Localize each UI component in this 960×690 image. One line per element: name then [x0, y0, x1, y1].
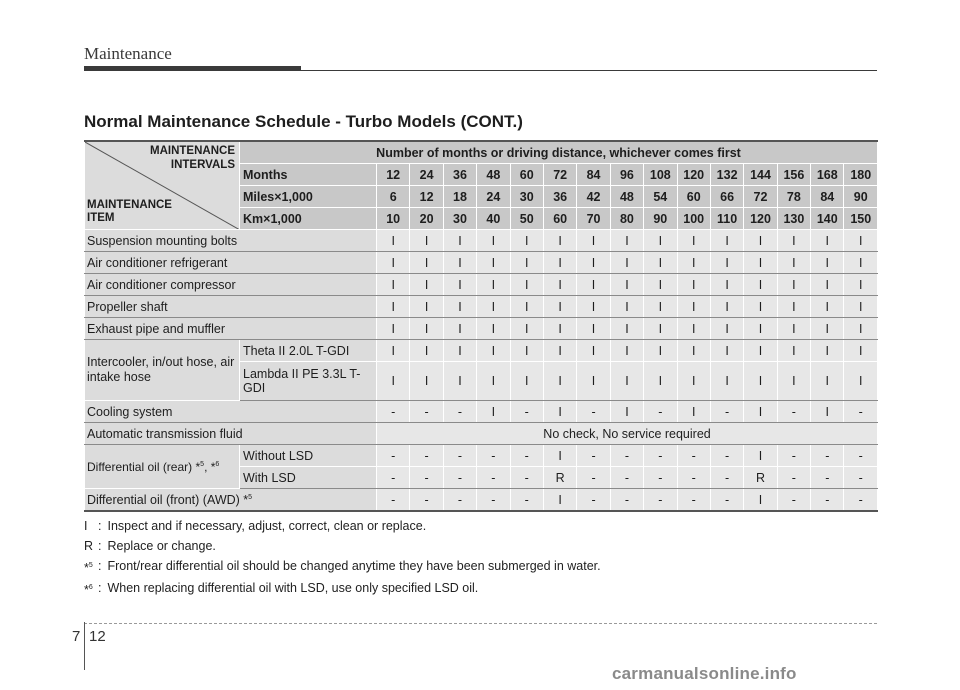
interval-value: 120 [677, 164, 710, 186]
item-label: Suspension mounting bolts [85, 230, 377, 252]
legend-key-sup: 6 [88, 584, 93, 592]
item-label: Automatic transmission fluid [85, 423, 377, 445]
schedule-cell: I [844, 274, 878, 296]
schedule-cell: I [443, 252, 476, 274]
item-label [85, 489, 377, 512]
item-label: Air conditioner compressor [85, 274, 377, 296]
interval-value: 120 [744, 208, 777, 230]
schedule-cell: I [577, 296, 610, 318]
schedule-cell: I [477, 340, 510, 362]
corner-label-item: MAINTENANCE ITEM [87, 199, 172, 224]
schedule-cell: I [543, 489, 576, 512]
schedule-cell: - [777, 489, 810, 512]
schedule-cell: I [477, 274, 510, 296]
schedule-cell: I [377, 230, 410, 252]
table-row [85, 340, 878, 362]
schedule-cell: - [844, 445, 878, 467]
legend-colon: : [98, 519, 102, 533]
schedule-cell: I [443, 340, 476, 362]
schedule-cell: - [610, 467, 643, 489]
schedule-cell: - [443, 401, 476, 423]
table-row [85, 252, 878, 274]
interval-value: 72 [543, 164, 576, 186]
schedule-cell: I [610, 362, 643, 401]
schedule-cell: - [644, 467, 677, 489]
schedule-cell: I [510, 296, 543, 318]
schedule-cell: I [811, 252, 844, 274]
interval-unit-label: Km×1,000 [240, 208, 377, 230]
schedule-cell: I [644, 230, 677, 252]
schedule-title: Normal Maintenance Schedule - Turbo Models (CONT.) [84, 112, 523, 131]
schedule-cell: I [510, 340, 543, 362]
legend-key-text: R [84, 539, 94, 553]
schedule-cell: I [644, 252, 677, 274]
schedule-cell: - [377, 489, 410, 512]
legend-text: Inspect and if necessary, adjust, correct, clean or replace. [107, 519, 427, 533]
schedule-cell: I [677, 362, 710, 401]
schedule-cell: I [844, 252, 878, 274]
page-number-divider [84, 622, 85, 670]
schedule-cell: I [543, 296, 576, 318]
schedule-cell: I [644, 296, 677, 318]
interval-value: 78 [777, 186, 810, 208]
item-label: Exhaust pipe and muffler [85, 318, 377, 340]
schedule-cell: - [844, 489, 878, 512]
interval-value: 84 [811, 186, 844, 208]
schedule-cell: - [377, 401, 410, 423]
interval-value: 72 [744, 186, 777, 208]
schedule-cell: I [443, 230, 476, 252]
legend-note [84, 536, 884, 556]
schedule-cell: I [744, 318, 777, 340]
schedule-cell: - [844, 401, 878, 423]
page-number: 12 [89, 628, 106, 645]
table-row [85, 318, 878, 340]
schedule-cell: I [644, 340, 677, 362]
schedule-cell: I [543, 252, 576, 274]
interval-value: 60 [510, 164, 543, 186]
schedule-cell: - [577, 401, 610, 423]
schedule-cell: I [577, 318, 610, 340]
interval-value: 150 [844, 208, 878, 230]
interval-value: 24 [410, 164, 443, 186]
item-label: Intercooler, in/out hose, air intake hose [85, 340, 240, 401]
interval-value: 24 [477, 186, 510, 208]
schedule-cell: - [477, 445, 510, 467]
item-label-text: Differential oil (front) (AWD) * [87, 492, 249, 507]
sub-item-label: Lambda II PE 3.3L T-GDI [240, 362, 377, 401]
schedule-cell: I [777, 230, 810, 252]
legend-key-text: * [84, 583, 89, 598]
schedule-note-cell: No check, No service required [377, 423, 878, 445]
schedule-cell: I [410, 318, 443, 340]
interval-value: 130 [777, 208, 810, 230]
schedule-cell: - [844, 467, 878, 489]
table-row [85, 274, 878, 296]
legend-key [84, 536, 98, 556]
footnote-sep: , * [204, 459, 216, 474]
schedule-cell: I [744, 296, 777, 318]
legend-note [84, 556, 884, 578]
schedule-cell: I [477, 401, 510, 423]
schedule-cell: - [677, 445, 710, 467]
interval-value: 96 [610, 164, 643, 186]
interval-value: 180 [844, 164, 878, 186]
interval-value: 30 [443, 208, 476, 230]
interval-value: 54 [644, 186, 677, 208]
section-header: Maintenance [84, 44, 172, 63]
interval-value: 36 [443, 164, 476, 186]
schedule-cell: I [410, 274, 443, 296]
schedule-cell: - [510, 489, 543, 512]
interval-value: 12 [377, 164, 410, 186]
schedule-cell: - [577, 445, 610, 467]
table-row [85, 296, 878, 318]
interval-value: 30 [510, 186, 543, 208]
interval-value: 48 [610, 186, 643, 208]
legend-note [84, 578, 884, 600]
schedule-cell: - [410, 489, 443, 512]
interval-value: 60 [543, 208, 576, 230]
schedule-cell: I [577, 362, 610, 401]
interval-value: 110 [710, 208, 743, 230]
schedule-cell: I [844, 362, 878, 401]
schedule-cell: I [577, 230, 610, 252]
schedule-cell: I [377, 362, 410, 401]
footnote-ref: 5 [200, 460, 205, 468]
schedule-cell: - [610, 445, 643, 467]
schedule-cell: R [744, 467, 777, 489]
schedule-cell: I [477, 296, 510, 318]
legend-text: Replace or change. [107, 539, 216, 553]
schedule-cell: I [543, 340, 576, 362]
interval-value: 60 [677, 186, 710, 208]
interval-value: 100 [677, 208, 710, 230]
schedule-cell: I [677, 230, 710, 252]
schedule-cell: I [543, 445, 576, 467]
schedule-cell: I [577, 274, 610, 296]
schedule-cell: I [744, 340, 777, 362]
schedule-cell: I [443, 274, 476, 296]
maintenance-schedule-table [84, 140, 878, 512]
interval-value: 132 [710, 164, 743, 186]
schedule-cell: I [744, 252, 777, 274]
schedule-cell: - [477, 467, 510, 489]
schedule-cell: - [443, 467, 476, 489]
schedule-cell: I [477, 318, 510, 340]
schedule-cell: I [777, 274, 810, 296]
schedule-cell: I [811, 340, 844, 362]
schedule-cell: I [443, 296, 476, 318]
schedule-cell: - [710, 401, 743, 423]
footnote-ref: 6 [215, 460, 220, 468]
schedule-cell: I [443, 362, 476, 401]
schedule-cell: - [644, 445, 677, 467]
schedule-cell: - [811, 489, 844, 512]
interval-value: 90 [644, 208, 677, 230]
span-header-row [85, 141, 878, 164]
schedule-cell: I [844, 230, 878, 252]
schedule-cell: I [777, 296, 810, 318]
schedule-cell: I [510, 252, 543, 274]
schedule-cell: I [710, 318, 743, 340]
schedule-cell: I [744, 445, 777, 467]
schedule-cell: I [710, 230, 743, 252]
schedule-cell: I [644, 274, 677, 296]
schedule-cell: - [443, 489, 476, 512]
header-rule-thick [84, 66, 301, 71]
schedule-cell: I [610, 230, 643, 252]
schedule-cell: I [744, 362, 777, 401]
legend-text: When replacing differential oil with LSD, use only specified LSD oil. [107, 581, 479, 596]
legend-key-text: I [84, 519, 88, 533]
schedule-cell: I [543, 230, 576, 252]
schedule-cell: I [510, 274, 543, 296]
interval-unit-label: Miles×1,000 [240, 186, 377, 208]
schedule-cell: I [410, 362, 443, 401]
header-rule-thin [301, 70, 877, 71]
schedule-cell: I [410, 252, 443, 274]
span-header: Number of months or driving distance, whichever comes first [240, 141, 878, 164]
schedule-cell: - [710, 489, 743, 512]
interval-value: 50 [510, 208, 543, 230]
schedule-cell: I [677, 340, 710, 362]
schedule-cell: I [610, 296, 643, 318]
item-label: Propeller shaft [85, 296, 377, 318]
schedule-cell: I [644, 362, 677, 401]
schedule-cell: I [377, 274, 410, 296]
schedule-cell: - [477, 489, 510, 512]
schedule-cell: I [543, 401, 576, 423]
sub-item-label: Without LSD [240, 445, 377, 467]
schedule-cell: I [811, 274, 844, 296]
schedule-cell: I [610, 401, 643, 423]
corner-label-intervals: MAINTENANCE INTERVALS [150, 145, 235, 171]
schedule-cell: I [410, 230, 443, 252]
schedule-cell: I [677, 296, 710, 318]
sub-item-label: With LSD [240, 467, 377, 489]
watermark: carmanualsonline.info [612, 664, 797, 683]
schedule-cell: I [510, 230, 543, 252]
schedule-cell: - [610, 489, 643, 512]
schedule-cell: - [777, 445, 810, 467]
schedule-cell: - [577, 489, 610, 512]
schedule-cell: I [811, 296, 844, 318]
schedule-cell: I [744, 401, 777, 423]
schedule-cell: - [811, 467, 844, 489]
schedule-cell: I [443, 318, 476, 340]
schedule-cell: - [510, 401, 543, 423]
schedule-cell: I [744, 489, 777, 512]
schedule-cell: I [710, 340, 743, 362]
table-row [85, 230, 878, 252]
schedule-cell: I [377, 318, 410, 340]
schedule-cell: I [710, 362, 743, 401]
interval-value: 66 [710, 186, 743, 208]
schedule-cell: - [510, 445, 543, 467]
schedule-cell: I [377, 296, 410, 318]
schedule-cell: I [844, 318, 878, 340]
schedule-cell: - [777, 401, 810, 423]
schedule-cell: I [410, 296, 443, 318]
schedule-cell: I [644, 318, 677, 340]
interval-value: 156 [777, 164, 810, 186]
schedule-cell: I [710, 274, 743, 296]
schedule-cell: - [377, 467, 410, 489]
legend-key [84, 516, 98, 536]
footnote-ref: 5 [248, 493, 253, 501]
schedule-cell: I [610, 318, 643, 340]
interval-value: 18 [443, 186, 476, 208]
schedule-cell: - [777, 467, 810, 489]
schedule-cell: - [410, 445, 443, 467]
interval-value: 40 [477, 208, 510, 230]
item-label: Air conditioner refrigerant [85, 252, 377, 274]
schedule-cell: I [677, 274, 710, 296]
schedule-cell: I [844, 296, 878, 318]
schedule-cell: I [777, 252, 810, 274]
schedule-cell: I [777, 340, 810, 362]
schedule-cell: I [577, 252, 610, 274]
item-label-text: Differential oil (rear) * [87, 459, 201, 474]
sub-item-label: Theta II 2.0L T-GDI [240, 340, 377, 362]
schedule-cell: - [410, 401, 443, 423]
interval-value: 10 [377, 208, 410, 230]
schedule-cell: I [610, 252, 643, 274]
legend-colon: : [98, 559, 102, 573]
interval-value: 140 [811, 208, 844, 230]
schedule-cell: I [811, 362, 844, 401]
schedule-cell: - [644, 401, 677, 423]
schedule-cell: I [510, 318, 543, 340]
item-label: Cooling system [85, 401, 377, 423]
schedule-cell: I [477, 230, 510, 252]
legend-colon: : [98, 539, 102, 553]
schedule-cell: I [610, 340, 643, 362]
schedule-cell: - [377, 445, 410, 467]
schedule-cell: I [477, 362, 510, 401]
schedule-cell: I [543, 274, 576, 296]
chapter-number: 7 [72, 628, 81, 645]
legend-text: Front/rear differential oil should be changed anytime they have been submerged in water. [107, 559, 601, 573]
schedule-cell: I [811, 230, 844, 252]
schedule-cell: I [777, 318, 810, 340]
schedule-cell: I [844, 340, 878, 362]
interval-value: 84 [577, 164, 610, 186]
interval-value: 90 [844, 186, 878, 208]
schedule-cell: I [744, 230, 777, 252]
interval-unit-label: Months [240, 164, 377, 186]
table-row [85, 445, 878, 467]
schedule-cell: I [377, 340, 410, 362]
interval-value: 70 [577, 208, 610, 230]
footer-rule [84, 623, 877, 624]
schedule-cell: I [577, 340, 610, 362]
schedule-cell: I [543, 362, 576, 401]
schedule-cell: I [477, 252, 510, 274]
schedule-cell: I [677, 252, 710, 274]
table-row [85, 489, 878, 512]
schedule-cell: I [677, 318, 710, 340]
schedule-cell: - [443, 445, 476, 467]
corner-header-cell [85, 141, 240, 230]
interval-value: 36 [543, 186, 576, 208]
interval-value: 80 [610, 208, 643, 230]
schedule-cell: - [644, 489, 677, 512]
schedule-cell: I [677, 401, 710, 423]
interval-value: 108 [644, 164, 677, 186]
interval-value: 20 [410, 208, 443, 230]
legend-note [84, 516, 884, 536]
schedule-cell: I [377, 252, 410, 274]
schedule-cell: I [410, 340, 443, 362]
legend-notes [84, 516, 884, 600]
table-row [85, 401, 878, 423]
legend-key-text: * [84, 561, 89, 576]
schedule-cell: I [744, 274, 777, 296]
interval-value: 12 [410, 186, 443, 208]
legend-key [84, 578, 98, 600]
schedule-cell: - [811, 445, 844, 467]
schedule-cell: R [543, 467, 576, 489]
schedule-cell: I [610, 274, 643, 296]
schedule-cell: I [510, 362, 543, 401]
interval-value: 48 [477, 164, 510, 186]
legend-key-sup: 5 [88, 562, 93, 569]
schedule-cell: I [710, 252, 743, 274]
table-row [85, 423, 878, 445]
interval-value: 144 [744, 164, 777, 186]
schedule-cell: - [410, 467, 443, 489]
interval-value: 42 [577, 186, 610, 208]
legend-key [84, 556, 98, 578]
schedule-cell: I [543, 318, 576, 340]
legend-colon: : [98, 581, 102, 596]
schedule-cell: - [577, 467, 610, 489]
schedule-cell: I [811, 318, 844, 340]
schedule-cell: I [777, 362, 810, 401]
interval-value: 168 [811, 164, 844, 186]
item-label [85, 445, 240, 489]
interval-value: 6 [377, 186, 410, 208]
schedule-cell: I [710, 296, 743, 318]
schedule-cell: - [677, 489, 710, 512]
schedule-cell: - [677, 467, 710, 489]
schedule-cell: - [710, 445, 743, 467]
schedule-cell: I [811, 401, 844, 423]
schedule-cell: - [710, 467, 743, 489]
schedule-cell: - [510, 467, 543, 489]
